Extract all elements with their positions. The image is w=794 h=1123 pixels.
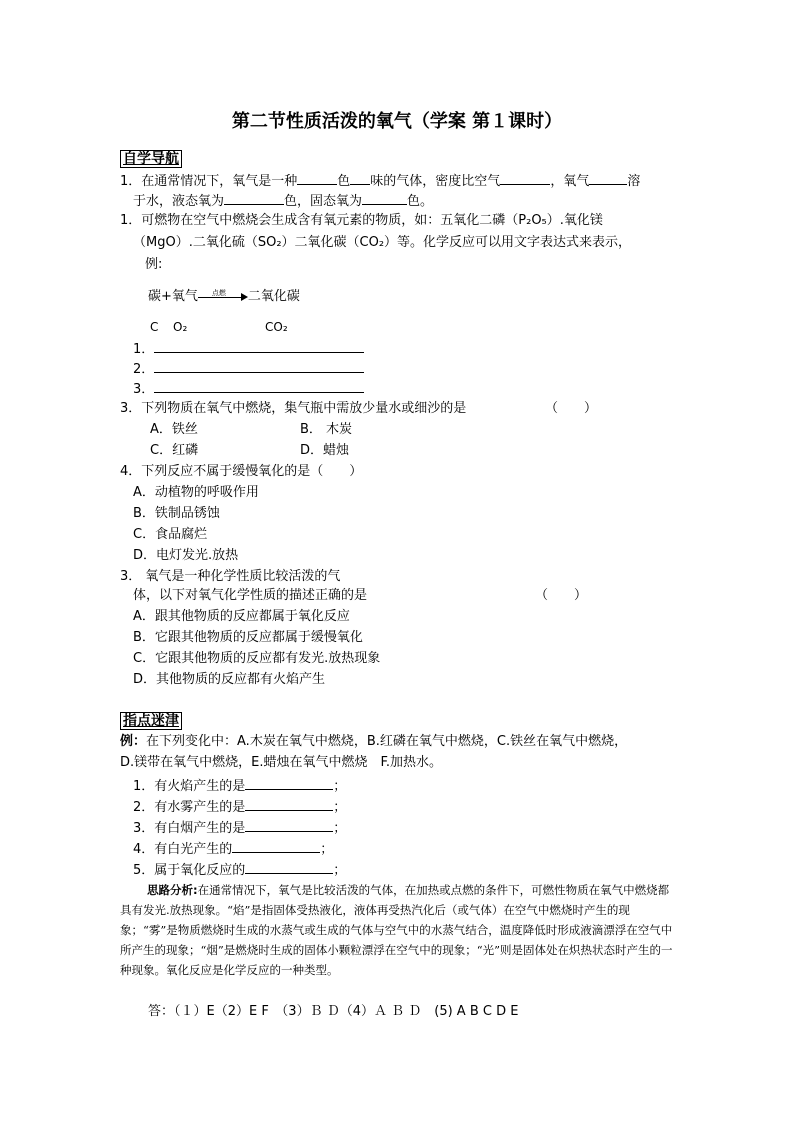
example-item-text: 2．有水雾产生的是	[133, 800, 246, 815]
q4-option-d[interactable]: D．电灯发光.放热	[133, 548, 239, 563]
semicolon: ；	[333, 779, 347, 794]
q5-option-a[interactable]: A．跟其他物质的反应都属于氧化反应	[133, 609, 350, 624]
analysis-label: 思路分析:	[147, 883, 198, 897]
q3-option-d[interactable]: D．蜡烛	[300, 443, 350, 458]
example-item-5	[133, 859, 346, 880]
q4-option-b[interactable]: B．铁制品锈蚀	[133, 506, 220, 521]
q2-line1: 1．可燃物在空气中燃烧会生成含有氧元素的物质，如：五氧化二磷（P₂O₅）.氧化镁	[120, 213, 603, 228]
q5-option-c[interactable]: C．它跟其他物质的反应都有发光.放热现象	[133, 651, 381, 666]
question-oxygen-properties	[120, 170, 640, 191]
q3-option-c[interactable]: C．红磷	[150, 443, 199, 458]
answer-line-label: 2．	[133, 362, 155, 377]
blank-smell[interactable]	[350, 170, 370, 185]
semicolon: ；	[333, 800, 347, 815]
blank-density[interactable]	[500, 170, 550, 185]
q4-stem: 4．下列反应不属于缓慢氧化的是（ ）	[120, 464, 363, 479]
example-line1	[120, 733, 627, 751]
example-item-2	[133, 796, 346, 817]
q5-line2: 体，以下对氧气化学性质的描述正确的是	[133, 588, 368, 603]
blank-solid-color[interactable]	[362, 190, 407, 205]
answer-line-label: 3．	[133, 382, 155, 397]
blank-liquid-color[interactable]	[224, 190, 284, 205]
equation-reactants: 碳+氧气	[148, 289, 198, 304]
answer-key: 答：（１）E（2）E F （3）Ｂ Ｄ（4）Ａ Ｂ Ｄ (5) A B C D E	[148, 1004, 519, 1019]
semicolon: ；	[333, 821, 347, 836]
answer-line-blank[interactable]	[154, 338, 364, 353]
q1-text-d: ，氧气	[550, 174, 590, 189]
answer-line-1	[133, 338, 364, 359]
answer-line-blank[interactable]	[154, 358, 364, 373]
analysis-paragraph	[120, 880, 675, 980]
example-item-text: 1．有火焰产生的是	[133, 779, 246, 794]
example-label: 例：	[120, 734, 147, 749]
example-item-text: 3．有白烟产生的是	[133, 821, 246, 836]
q1-text-g: 色，固态氧为	[284, 194, 363, 209]
q1-text-c: 味的气体，密度比空气	[370, 174, 501, 189]
formula-o2: O₂	[173, 320, 188, 334]
reaction-condition: 点燃	[211, 288, 226, 297]
example-item-4	[133, 838, 333, 859]
q4-option-c[interactable]: C．食品腐烂	[133, 527, 208, 542]
reaction-arrow-icon	[198, 290, 248, 304]
semicolon: ；	[333, 863, 347, 878]
example-item-text: 4．有白光产生的	[133, 842, 233, 857]
example-line2: D.镁带在氧气中燃烧，E.蜡烛在氧气中燃烧 F.加热水。	[120, 755, 443, 770]
example-item-blank[interactable]	[232, 838, 320, 853]
example-item-1	[133, 775, 346, 796]
word-equation	[148, 288, 300, 306]
section-self-study-heading: 自学导航	[120, 150, 182, 168]
q3-option-b[interactable]: B． 木炭	[300, 422, 353, 437]
q5-answer-paren[interactable]: （ ）	[535, 588, 588, 603]
q3-option-a[interactable]: A．铁丝	[150, 422, 198, 437]
q5-line1: 3． 氧气是一种化学性质比较活泼的气	[120, 569, 341, 584]
q1-text-h: 色。	[407, 194, 434, 209]
example-item-blank[interactable]	[245, 859, 333, 874]
blank-solubility[interactable]	[589, 170, 627, 185]
answer-line-label: 1．	[133, 342, 155, 357]
q4-option-a[interactable]: A．动植物的呼吸作用	[133, 485, 259, 500]
answer-line-blank[interactable]	[154, 378, 364, 393]
question-oxygen-properties-line2	[133, 190, 433, 211]
section-guidance-heading: 指点迷津	[120, 712, 182, 730]
blank-color[interactable]	[297, 170, 337, 185]
example-item-blank[interactable]	[245, 817, 333, 832]
example-text: 在下列变化中：A.木炭在氧气中燃烧，B.红磷在氧气中燃烧，C.铁丝在氧气中燃烧，	[146, 734, 628, 749]
q2-line3: 例:	[145, 257, 163, 272]
q1-text-b: 色	[337, 174, 351, 189]
example-item-3	[133, 817, 346, 838]
q5-option-b[interactable]: B．它跟其他物质的反应都属于缓慢氧化	[133, 630, 363, 645]
q1-text-f: 于水，液态氧为	[133, 194, 225, 209]
q5-option-d[interactable]: D．其他物质的反应都有火焰产生	[133, 672, 326, 687]
page-title: 第二节性质活泼的氧气（学案 第１课时）	[231, 111, 563, 132]
q3-stem: 3．下列物质在氧气中燃烧，集气瓶中需放少量水或细沙的是	[120, 401, 467, 416]
example-item-blank[interactable]	[245, 796, 333, 811]
example-item-text: 5．属于氧化反应的	[133, 863, 246, 878]
formula-c: C	[150, 320, 159, 334]
example-item-blank[interactable]	[245, 775, 333, 790]
q1-text-a: 1．在通常情况下，氧气是一种	[120, 174, 298, 189]
analysis-text: 在通常情况下，氧气是比较活泼的气体，在加热或点燃的条件下，可燃性物质在氧气中燃烧都具有发光.放热现象。“焰”是指固体受热液化，液体再受热汽化后（或气体）在空气中燃烧时产生的现象；“雾”是物质燃烧时生成的水蒸气或生成的气体与空气中的水蒸气结合，温度降低时形成液滴漂浮在空气中所产生的现象；“烟”是燃烧时生成的固体小颗粒漂浮在空气中的现象；“光”则是固体处在炽热状态时产生的一种现象。氧化反应是化学反应的一种类型。	[120, 883, 673, 977]
q3-answer-paren[interactable]: （ ）	[545, 401, 598, 416]
answer-line-3	[133, 378, 364, 399]
equation-product: 二氧化碳	[247, 289, 300, 304]
formula-co2: CO₂	[265, 320, 288, 334]
answer-line-2	[133, 358, 364, 379]
q1-text-e: 溶	[627, 174, 641, 189]
q2-line2: （MgO）.二氧化硫（SO₂）二氧化碳（CO₂）等。化学反应可以用文字表达式来表示，	[133, 235, 632, 250]
semicolon: ；	[320, 842, 334, 857]
